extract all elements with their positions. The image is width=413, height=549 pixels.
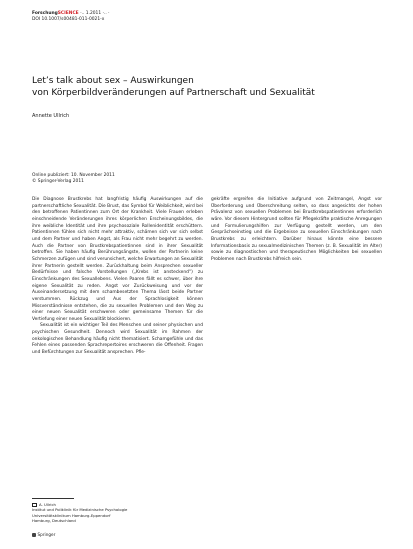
contact-name: A. Ullrich <box>39 502 56 507</box>
contact-university: Universitätsklinikum Hamburg-Eppendorf <box>32 512 111 518</box>
journal-name-part2: SCIENCE <box>57 11 79 16</box>
footnote-divider <box>32 498 74 499</box>
doi: DOI 10.1007/s00481-011-0021-x <box>32 17 105 22</box>
publisher-name: Springer <box>37 532 56 537</box>
body-column-left <box>32 197 203 357</box>
title-line-1: Let’s talk about sex – Auswirkungen <box>32 76 194 86</box>
author-contact <box>32 502 127 523</box>
journal-header <box>32 11 110 23</box>
publication-dates <box>32 173 115 184</box>
published-date: Online publiziert: 10. November 2011 <box>32 173 115 178</box>
publisher-logo <box>32 532 55 537</box>
springer-horse-icon <box>32 533 36 537</box>
body-column-right <box>211 197 382 264</box>
contact-institution: Institut und Poliklinik für Medizinische Psychologie <box>32 507 128 513</box>
author-name: Annette Ullrich <box>32 113 70 119</box>
copyright-notice: © Springer-Verlag 2011 <box>32 178 84 184</box>
contact-city: Hamburg, Deutschland <box>32 517 76 523</box>
journal-name-part1: Forschung <box>32 11 58 16</box>
article-title <box>32 76 315 99</box>
title-line-2: von Körperbildveränderungen auf Partnerschaft und Sexualität <box>32 87 315 98</box>
body-paragraph: Die Diagnose Brustkrebs hat langfristig häufig Auswirkungen auf die partnerschaftliche Sexualität. Die Brust, das Symbol für Weiblichkeit, wird bei den betroffenen Patientinnen zum Ort der Krankheit. Viele Frauen erleben einschneidende Veränderungen ihres körperlichen Erscheinungsbildes, die ihre weibliche Identität und ihre psychosoziale Rollenidentität erschüttern. Patientinnen fühlen sich nicht mehr attraktiv, schämen sich vor sich selbst und dem Partner und haben Angst, als Frau nicht mehr begehrt zu werden. Auch die Partner von Brustkrebspatientinnen sind in ihrer Sexualität betroffen. Sie haben häufig Berührungsängste, wollen der Partnerin keine Schmerzen zufügen und sind verunsichert, welche Erwartungen an Sexualität ihrer Partnerin gestellt werden. Zurückhaltung beim Ansprechen sexueller Bedürfnisse und falsche Vorstellungen („Krebs ist ansteckend“) zu Einschränkungen des Sexuallebens. Vielen Paaren fällt es schwer, über ihre eigene Sexualität zu reden. Angst vor Zurückweisung und vor der Auseinandersetzung mit dem schambesetzten Thema lässt beide Partner verstummen. Rückzug und Aus der Sprachlosigkeit können Missverständnisse entstehen, die zu sexuellen Problemen und den Weg zu einer neuen Sexualität erschweren oder gemeinsame Themen für die Vertiefung einer neuen Sexualität blockieren. <box>32 197 203 322</box>
journal-info: ·.. 1.2011 ·.. · <box>80 11 110 16</box>
body-paragraph: gekräfte ergreifen die Initiative aufgrund von Zeitmangel, Angst vor Überforderung und Überschreitung selten, so dass angesichts der hohen Prävalenz von sexuellen Problemen bei Brustkrebspatientinnen erforderlich wäre. Vor diesem Hintergrund sollten für Pflegekräfte praktische Anregungen und Formulierungshilfen zur Verfügung gestellt werden, um den Gesprächseinstieg und die Ergebnisse zu sexuellen Einschränkungen nach Brustkrebs zu erleichtern. Darüber hinaus könnte eine bessere Informationsbasis zu sexualmedizinischen Themen (z. B. Sexualität im Alter) sowie zu diagnostischen und therapeutischen Möglichkeiten bei sexuellen Problemen nach Brustkrebs hilfreich sein. <box>211 197 382 262</box>
body-paragraph: Sexualität ist ein wichtiger Teil des Menschen und seiner physischen und psychischen Gesundheit. Dennoch wird Sexualität im Rahmen der onkologischen Behandlung häufig nicht thematisiert. Schamgefühle und das Fehlen eines passenden Sprachrepertoires erschweren die Offenheit. Fragen und Befürchtungen zur Sexualität ansprechen. Pfle- <box>32 323 203 356</box>
